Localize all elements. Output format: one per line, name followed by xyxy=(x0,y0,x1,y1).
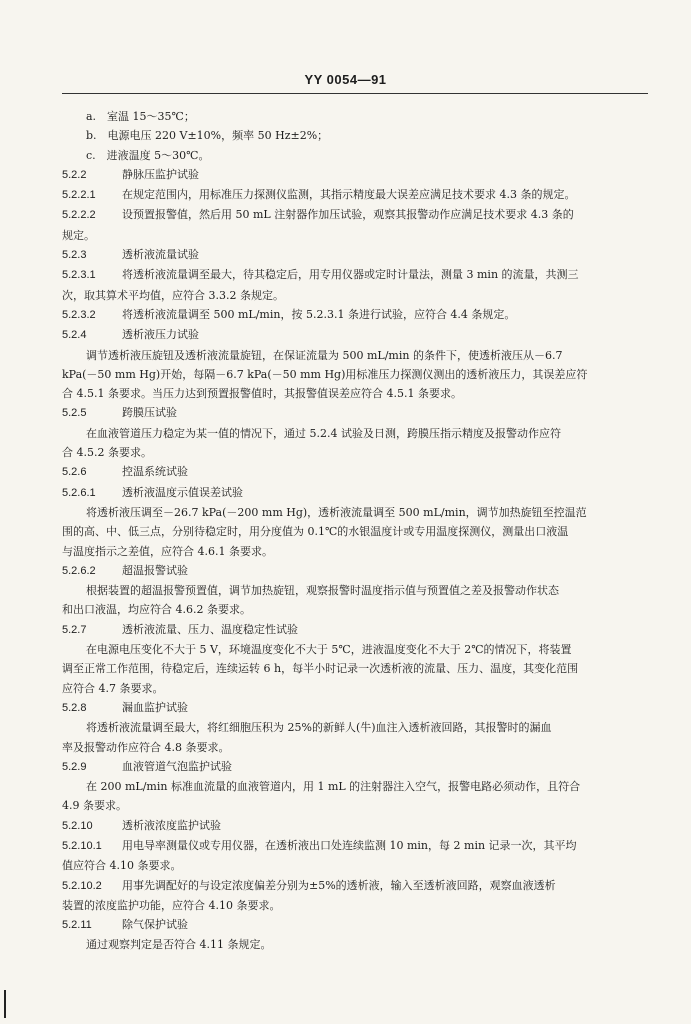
section-number: 5.2.10.1 xyxy=(62,839,102,852)
section-line xyxy=(62,915,647,935)
section-text: 透析液浓度监护试验 xyxy=(122,818,221,832)
section-line xyxy=(62,245,647,265)
section-number: 5.2.2.1 xyxy=(62,189,96,202)
section-number: 5.2.6 xyxy=(62,466,87,479)
section-number: 5.2.3 xyxy=(62,249,87,262)
section-line xyxy=(62,620,647,640)
section-text: 漏血监护试验 xyxy=(122,700,188,714)
paragraph-line: 值应符合 4.10 条要求。 xyxy=(62,859,182,873)
section-line xyxy=(62,836,647,856)
paragraph-line: 率及报警动作应符合 4.8 条要求。 xyxy=(62,740,230,754)
paragraph-line: 根据装置的超温报警预置值，调节加热旋钮，观察报警时温度指示值与预置值之差及报警动作状态 xyxy=(86,584,559,598)
paragraph-line: 应符合 4.7 条要求。 xyxy=(62,681,164,695)
section-line xyxy=(62,205,647,225)
section-text: 在规定范围内，用标准压力探测仪监测，其指示精度最大误差应满足技术要求 4.3 条的规定。 xyxy=(122,188,576,202)
section-text: 用电导率测量仪或专用仪器，在透析液出口处连续监测 10 min，每 2 min 记录一次，其平均 xyxy=(122,838,577,852)
section-text: 跨膜压试验 xyxy=(122,406,177,420)
section-number: 5.2.5 xyxy=(62,407,87,420)
paragraph-line: 在 200 mL/min 标准血流量的血液管道内，用 1 mL 的注射器注入空气，报警电路必须动作，且符合 xyxy=(86,780,581,794)
paragraph-line: 次，取其算术平均值，应符合 3.3.2 条规定。 xyxy=(62,288,284,302)
section-number: 5.2.2 xyxy=(62,168,87,181)
paragraph-line: 与温度指示之差值，应符合 4.6.1 条要求。 xyxy=(62,544,273,558)
section-line xyxy=(62,816,647,836)
section-text: 超温报警试验 xyxy=(122,563,188,577)
document-body xyxy=(62,107,647,955)
section-text: 设预置报警值，然后用 50 mL 注射器作加压试验，观察其报警动作应满足技术要求 4.3 条的 xyxy=(122,208,574,222)
section-number: 5.2.7 xyxy=(62,623,87,636)
paragraph-line: 在电源电压变化不大于 5 V，环境温度变化不大于 5℃，进液温度变化不大于 2℃的情况下，将装置 xyxy=(86,643,572,657)
section-line xyxy=(62,561,647,581)
section-text: 透析液温度示值误差试验 xyxy=(122,485,243,499)
section-line xyxy=(62,483,647,503)
section-line xyxy=(62,325,647,345)
section-number: 5.2.9 xyxy=(62,760,87,773)
paragraph-line: 和出口液温，均应符合 4.6.2 条要求。 xyxy=(62,603,251,617)
document-number-header: YY 0054—91 xyxy=(304,72,387,87)
section-number: 5.2.6.1 xyxy=(62,486,96,499)
condition-item: b. 电源电压 220 V±10%，频率 50 Hz±2%； xyxy=(86,129,329,143)
condition-item: c. 进液温度 5～30℃。 xyxy=(86,148,210,162)
section-line xyxy=(62,698,647,718)
section-text: 静脉压监护试验 xyxy=(122,167,199,181)
paragraph-line: 合 4.5.2 条要求。 xyxy=(62,446,152,460)
section-text: 控温系统试验 xyxy=(122,465,188,479)
section-line xyxy=(62,403,647,423)
section-line xyxy=(62,185,647,205)
section-number: 5.2.4 xyxy=(62,329,87,342)
section-line xyxy=(62,305,647,325)
section-text: 除气保护试验 xyxy=(122,918,188,932)
paragraph-line: 装置的浓度监护功能，应符合 4.10 条要求。 xyxy=(62,898,281,912)
section-text: 透析液流量、压力、温度稳定性试验 xyxy=(122,622,298,636)
section-text: 血液管道气泡监护试验 xyxy=(122,759,232,773)
section-line xyxy=(62,757,647,777)
paragraph-line: 4.9 条要求。 xyxy=(62,799,127,813)
section-text: 将透析液流量调至 500 mL/min，按 5.2.3.1 条进行试验，应符合 4.4 条规定。 xyxy=(122,307,516,321)
section-number: 5.2.3.1 xyxy=(62,269,96,282)
paragraph-line: 通过观察判定是否符合 4.11 条规定。 xyxy=(86,938,272,952)
section-text: 透析液流量试验 xyxy=(122,248,199,262)
section-number: 5.2.6.2 xyxy=(62,564,96,577)
section-number: 5.2.10 xyxy=(62,819,93,832)
condition-item: a. 室温 15～35℃； xyxy=(86,110,195,123)
scan-edge-mark xyxy=(4,990,6,1018)
header-divider xyxy=(62,93,648,94)
section-number: 5.2.2.2 xyxy=(62,209,96,222)
section-number: 5.2.10.2 xyxy=(62,879,102,892)
paragraph-line: 调节透析液压旋钮及透析液流量旋钮，在保证流量为 500 mL/min 的条件下，使透析液压从－6.7 xyxy=(86,348,563,362)
paragraph-line: 调至正常工作范围，待稳定后，连续运转 6 h，每半小时记录一次透析液的流量、压力、温度，其变化范围 xyxy=(62,662,579,676)
section-number: 5.2.8 xyxy=(62,701,87,714)
paragraph-line: kPa(－50 mm Hg)开始，每隔－6.7 kPa(－50 mm Hg)用标准压力探测仪测出的透析液压力，其误差应符 xyxy=(62,367,588,381)
paragraph-line: 合 4.5.1 条要求。当压力达到预置报警值时，其报警值误差应符合 4.5.1 条要求。 xyxy=(62,387,462,401)
paragraph-line: 规定。 xyxy=(62,228,95,242)
paragraph-line: 将透析液流量调至最大，将红细胞压积为 25%的新鲜人(牛)血注入透析液回路，其报警时的漏血 xyxy=(86,721,552,735)
section-number: 5.2.3.2 xyxy=(62,308,96,321)
paragraph-line: 在血液管道压力稳定为某一值的情况下，通过 5.2.4 试验及日测，跨膜压指示精度及报警动作应符 xyxy=(86,426,561,440)
section-text: 用事先调配好的与设定浓度偏差分别为±5%的透析液，输入至透析液回路，观察血液透析 xyxy=(122,878,556,892)
section-text: 透析液压力试验 xyxy=(122,328,199,342)
section-line xyxy=(62,876,647,896)
section-line xyxy=(62,462,647,482)
section-number: 5.2.11 xyxy=(62,919,92,932)
section-line xyxy=(62,165,647,185)
paragraph-line: 围的高、中、低三点，分别待稳定时，用分度值为 0.1℃的水银温度计或专用温度探测仪，测量出口液温 xyxy=(62,525,569,539)
section-line xyxy=(62,265,647,285)
paragraph-line: 将透析液压调至－26.7 kPa(－200 mm Hg)，透析液流量调至 500 mL/min，调节加热旋钮至控温范 xyxy=(86,505,587,519)
section-text: 将透析液流量调至最大，待其稳定后，用专用仪器或定时计量法，测量 3 min 的流量，共测三 xyxy=(122,268,579,282)
